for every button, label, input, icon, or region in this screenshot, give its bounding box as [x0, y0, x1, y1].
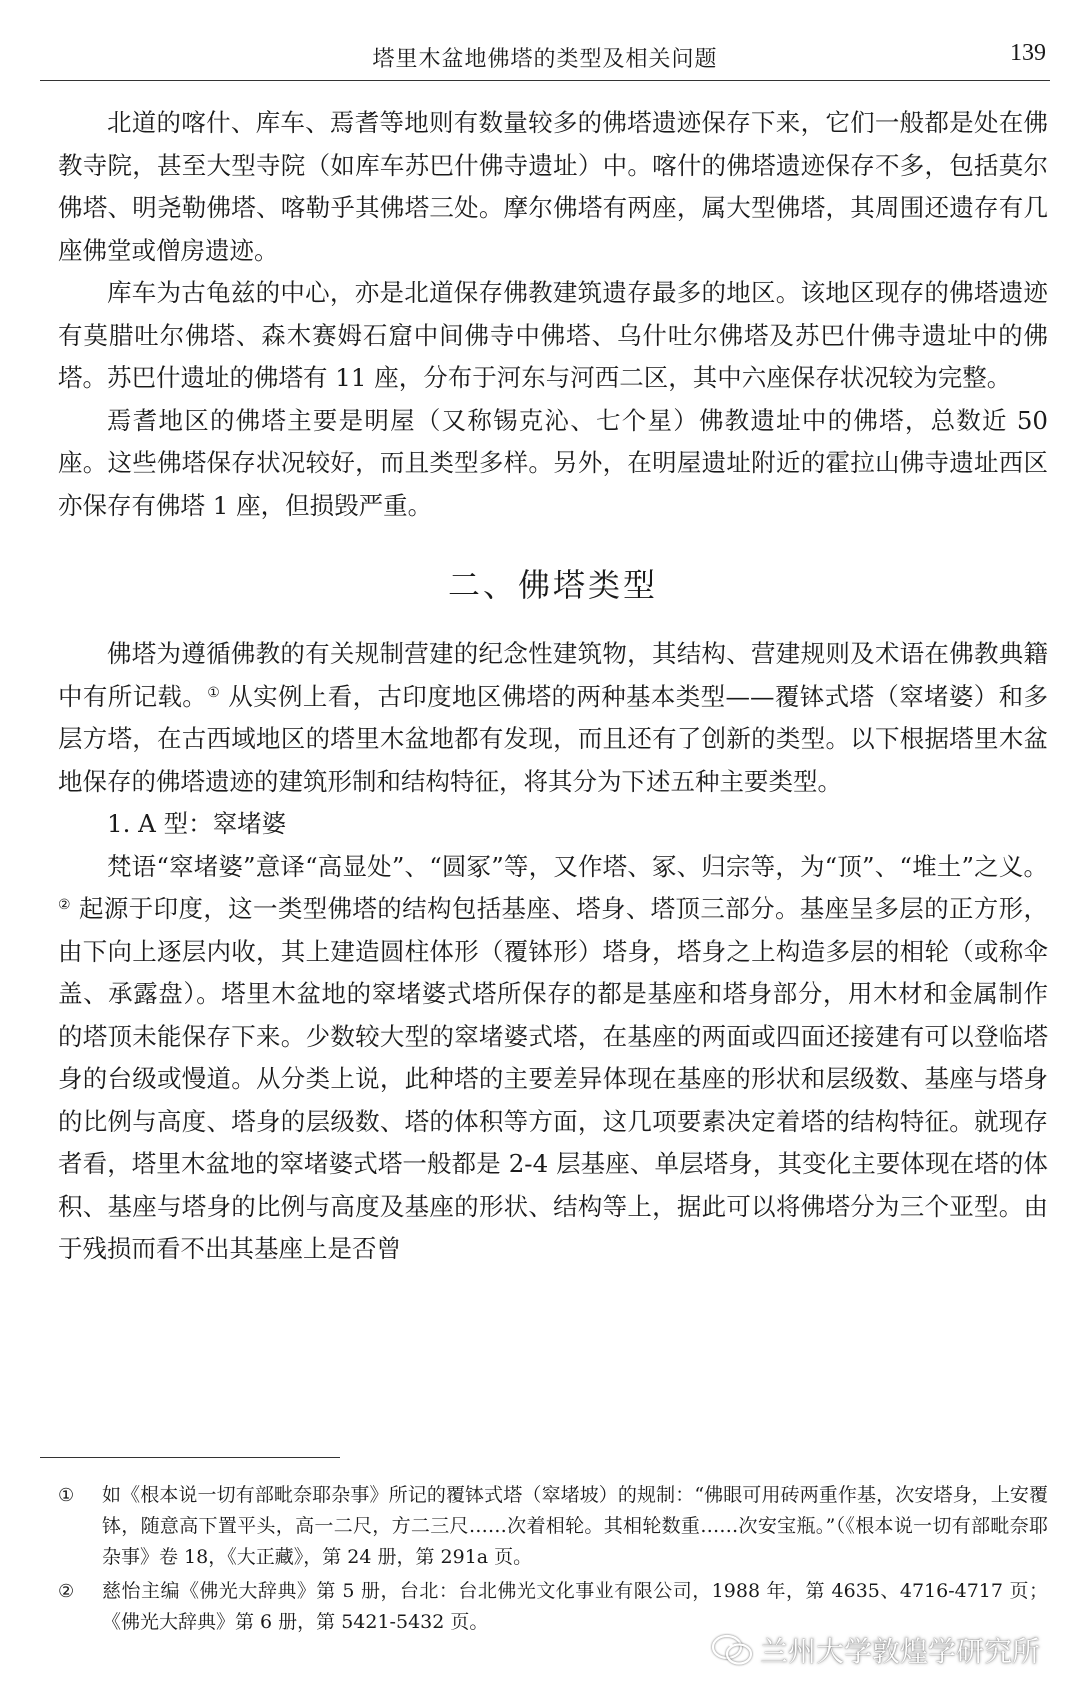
paragraph-text: 佛塔为遵循佛教的有关规制营建的纪念性建筑物，其结构、营建规则及术语在佛教典籍中有所记载。 — [58, 639, 1048, 711]
footnote-text: 慈怡主编《佛光大辞典》第 5 册，台北：台北佛光文化事业有限公司，1988 年，第 4635、4716-4717 页；《佛光大辞典》第 6 册，第 5421-5432 页。 — [102, 1580, 1048, 1633]
watermark-text: 兰州大学敦煌学研究所 — [759, 1635, 1040, 1668]
footnote-divider — [40, 1457, 340, 1458]
wechat-icon — [710, 1633, 754, 1667]
watermark — [710, 1630, 1040, 1670]
main-text — [58, 102, 1048, 1271]
paragraph-text: 起源于印度，这一类型佛塔的结构包括基座、塔身、塔顶三部分。基座呈多层的正方形，由下向上逐层内收，其上建造圆柱体形（覆钵形）塔身，塔身之上构造多层的相轮（或称伞盖、承露盘）。塔里木盆地的窣堵婆式塔所保存的都是基座和塔身部分，用木材和金属制作的塔顶未能保存下来。少数较大型的窣堵婆式塔，在基座的两面或四面还接建有可以登临塔身的台级或慢道。从分类上说，此种塔的主要差异体现在基座的形状和层级数、基座与塔身的比例与高度、塔身的层级数、塔的体积等方面，这几项要素决定着塔的结构特征。就现存者看，塔里木盆地的窣堵婆式塔一般都是 2-4 层基座、单层塔身，其变化主要体现在塔的体积、基座与塔身的比例与高度及基座的形状、结构等上，据此可以将佛塔分为三个亚型。由于残损而看不出其基座上是否曾 — [58, 894, 1048, 1263]
footnotes — [58, 1480, 1048, 1641]
footnote-mark: ① — [58, 1485, 75, 1506]
paragraph — [58, 633, 1048, 803]
footnote-mark: ② — [58, 1581, 75, 1602]
footnote-text: 如《根本说一切有部毗奈耶杂事》所记的覆钵式塔（窣堵坡）的规制：“佛眼可用砖两重作基，次安塔身，上安覆钵，随意高下置平头，高一二尺，方二三尺……次着相轮。其相轮数重……次安宝瓶。”（《根本说一切有部毗奈耶杂事》卷 18，《大正藏》，第 24 册，第 291a 页。 — [102, 1484, 1048, 1568]
paragraph: 焉耆地区的佛塔主要是明屋（又称锡克沁、七个星）佛教遗址中的佛塔，总数近 50 座。这些佛塔保存状况较好，而且类型多样。另外，在明屋遗址附近的霍拉山佛寺遗址西区亦保存有佛塔 1 座，但损毁严重。 — [58, 405, 1048, 520]
section-title: 二、佛塔类型 — [447, 566, 658, 604]
footnote-item — [58, 1576, 1048, 1638]
running-title: 塔里木盆地佛塔的类型及相关问题 — [372, 47, 718, 72]
footnote-ref[interactable]: ① — [207, 684, 221, 701]
paragraph: 北道的喀什、库车、焉耆等地则有数量较多的佛塔遗迹保存下来，它们一般都是处在佛教寺院，甚至大型寺院（如库车苏巴什佛寺遗址）中。喀什的佛塔遗迹保存不多，包括莫尔佛塔、明尧勒佛塔、喀勒乎其佛塔三处。摩尔佛塔有两座，属大型佛塔，其周围还遗存有几座佛堂或僧房遗迹。 — [58, 108, 1048, 265]
paragraph: 库车为古龟兹的中心，亦是北道保存佛教建筑遗存最多的地区。该地区现存的佛塔遗迹有莫腊吐尔佛塔、森木赛姆石窟中间佛寺中佛塔、乌什吐尔佛塔及苏巴什佛寺遗址中的佛塔。苏巴什遗址的佛塔有 11 座，分布于河东与河西二区，其中六座保存状况较为完整。 — [58, 278, 1048, 392]
subsection-title: 1. A 型：窣堵婆 — [107, 809, 287, 838]
paragraph-text: 梵语“窣堵婆”意译“高显处”、“圆冢”等，又作塔、冢、归宗等，为“顶”、“堆土”之义。 — [107, 851, 1048, 881]
running-header — [40, 30, 1050, 81]
paragraph — [58, 846, 1048, 1271]
paragraph-text: 从实例上看，古印度地区佛塔的两种基本类型——覆钵式塔（窣堵婆）和多层方塔，在古西域地区的塔里木盆地都有发现，而且还有了创新的类型。以下根据塔里木盆地保存的佛塔遗迹的建筑形制和结构特征，将其分为下述五种主要类型。 — [58, 681, 1048, 796]
page-number: 139 — [1010, 40, 1046, 66]
footnote-item — [58, 1480, 1048, 1573]
footnote-ref[interactable]: ② — [58, 897, 71, 913]
